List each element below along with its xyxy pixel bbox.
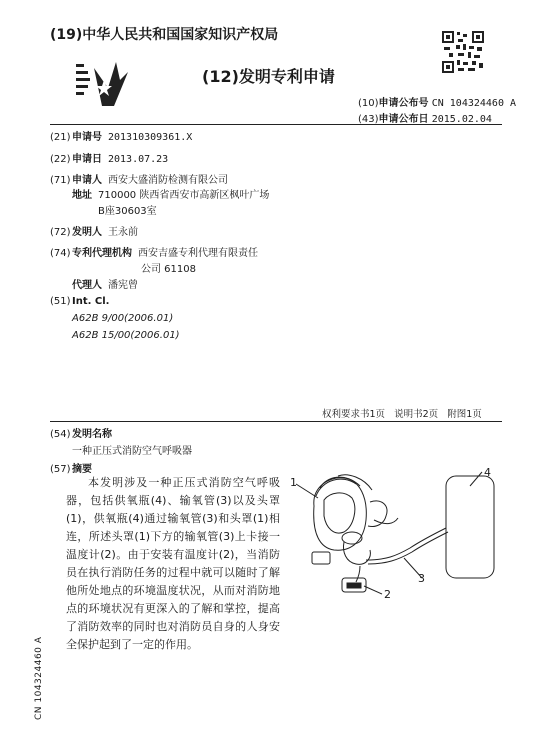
address-line-1: 710000 陕西省西安市高新区枫叶广场 [98, 190, 270, 201]
field-code: (21) [50, 132, 71, 143]
figure-label: 1 [290, 476, 297, 489]
field-label: 代理人 [72, 280, 102, 291]
field-code: (71) [50, 175, 71, 186]
abstract-body [66, 474, 280, 654]
agent-name: 潘宪曾 [108, 280, 138, 291]
field-code: (54) [50, 429, 71, 440]
publication-date-row [358, 110, 492, 125]
address-row [72, 186, 269, 201]
application-number-row [50, 128, 192, 143]
field-code: (51) [50, 296, 71, 307]
header-divider [50, 124, 502, 125]
office-header [50, 24, 278, 44]
doc-type-label: 发明专利申请 [238, 67, 335, 86]
pub-date-label: 申请公布日 [378, 114, 429, 125]
publication-number-row [358, 94, 516, 109]
inventor-row [50, 223, 138, 238]
agent-row [72, 276, 138, 291]
agency-row [50, 244, 258, 259]
abstract-divider [50, 421, 502, 422]
side-publication-number: CN 104324460 A [34, 636, 44, 720]
inventor-name: 王永前 [108, 227, 138, 238]
pub-number-label: 申请公布号 [378, 98, 429, 109]
pub-date-code: (43) [358, 114, 379, 125]
agency-line-2: 公司 61108 [141, 264, 196, 275]
intcl-item: A62B 9/00(2006.01) [72, 313, 174, 324]
field-label: 地址 [72, 190, 92, 201]
invention-title: 一种正压式消防空气呼吸器 [72, 446, 192, 457]
pub-date-value: 2015.02.04 [431, 114, 492, 125]
field-code: (57) [50, 464, 71, 475]
figure-label: 4 [484, 466, 491, 479]
office-name: 中华人民共和国国家知识产权局 [82, 27, 279, 43]
qr-code [441, 30, 485, 74]
abstract-heading-row [50, 460, 92, 475]
field-label: 申请人 [72, 175, 102, 186]
pages-info: 权利要求书1页 说明书2页 附图1页 [322, 409, 482, 420]
figure-label: 2 [384, 588, 391, 601]
field-label: 申请日 [72, 154, 102, 165]
field-label: 摘要 [72, 464, 92, 475]
document-type [202, 64, 335, 87]
office-code: (19) [50, 27, 83, 43]
field-code: (22) [50, 154, 71, 165]
field-label: 发明名称 [72, 429, 112, 440]
agency-line-1: 西安吉盛专利代理有限责任 [138, 248, 258, 259]
field-label: 发明人 [72, 227, 102, 238]
application-date: 2013.07.23 [108, 154, 169, 165]
application-number: 201310309361.X [108, 132, 193, 143]
abstract-text: 本发明涉及一种正压式消防空气呼吸器，包括供氧瓶(4)、输氧管(3)以及头罩(1)，供氧瓶(4)通过输氧管(3)和头罩(1)相连，所述头罩(1)下方的输氧管(3)上卡接一温度计(2)。由于安装有温度计(2)，当消防员在执行消防任务的过程中就可以随时了解他所处地点的环境温度状况，从而对消防地点的环境状况有更深入的了解和掌控，提高了消防效率的同时也对消防员自身的人身安全保护起到了一定的作用。 [66, 476, 280, 651]
application-date-row [50, 150, 168, 165]
doc-type-code: (12) [202, 67, 239, 86]
figure-label: 3 [418, 572, 425, 585]
address-row-2 [98, 202, 157, 217]
applicant-row [50, 171, 228, 186]
field-label: Int. Cl. [72, 296, 110, 307]
agency-row-2 [141, 260, 196, 275]
pub-number-value: CN 104324460 A [431, 98, 517, 109]
field-label: 专利代理机构 [72, 248, 132, 259]
intcl-row [50, 296, 115, 307]
field-code: (72) [50, 227, 71, 238]
field-label: 申请号 [72, 132, 102, 143]
national-emblem-icon [74, 58, 132, 108]
intcl-item: A62B 15/00(2006.01) [72, 330, 180, 341]
title-heading-row [50, 425, 112, 440]
abstract-figure [286, 468, 506, 608]
pub-number-code: (10) [358, 98, 379, 109]
field-code: (74) [50, 248, 71, 259]
address-line-2: B座30603室 [98, 206, 157, 217]
applicant-name: 西安大盛消防检测有限公司 [108, 175, 228, 186]
